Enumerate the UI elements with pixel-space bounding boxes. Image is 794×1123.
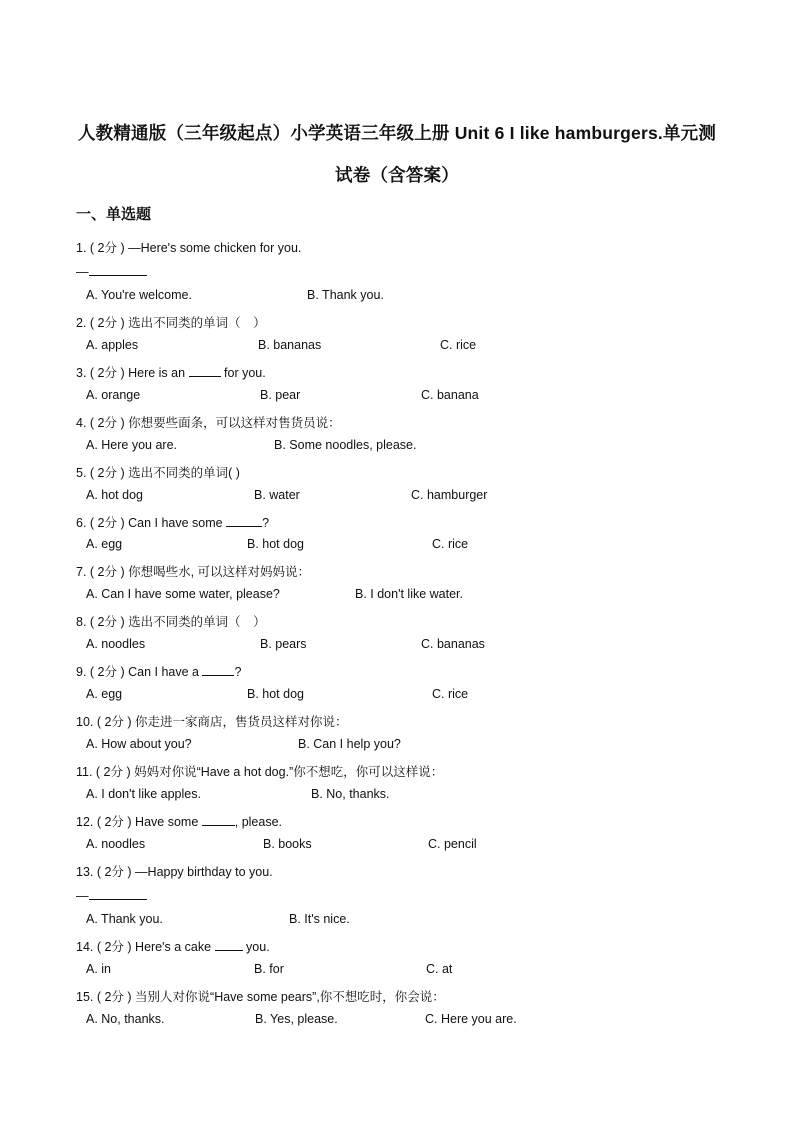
answer-blank[interactable] [226,514,262,527]
document-title-line-1: 人教精通版（三年级起点）小学英语三年级上册 Unit 6 I like hamburgers.单元测 [77,123,717,143]
question-11-option-a[interactable]: A. I don't like apples. [86,787,201,801]
question-7-option-a[interactable]: A. Can I have some water, please? [86,587,280,601]
question-6-option-b[interactable]: B. hot dog [247,537,304,551]
question-4-option-a[interactable]: A. Here you are. [86,438,178,452]
question-9-option-c[interactable]: C. rice [432,687,469,701]
question-12-text-end: , please. [234,815,283,829]
question-15-option-c[interactable]: C. Here you are. [425,1012,517,1026]
question-5-option-b[interactable]: B. water [254,488,300,502]
question-15-option-b[interactable]: B. Yes, please. [255,1012,338,1026]
question-14-option-b[interactable]: B. for [254,962,284,976]
question-11: 11. ( 2分 ) 妈妈对你说“Have a hot dog.”你不想吃，你可以这样说： [76,765,444,779]
question-1 [76,238,301,256]
question-6-text-end: ? [262,516,270,530]
question-14-option-a[interactable]: A. in [86,962,112,976]
question-4-option-b[interactable]: B. Some noodles, please. [274,438,417,452]
question-6 [76,513,269,531]
question-7: 7. ( 2分 ) 你想喝些水, 可以这样对妈妈说： [76,565,311,579]
question-3-text: 3. ( 2分 ) Here is an [76,366,189,380]
question-8-option-c[interactable]: C. bananas [421,637,485,651]
question-12-text: 12. ( 2分 ) Have some [76,815,202,829]
question-1-option-a[interactable]: A. You're welcome. [86,288,192,302]
question-14 [76,937,270,955]
answer-blank[interactable] [202,663,234,676]
question-1-text: 1. ( 2分 ) —Here's some chicken for you. [76,241,302,255]
question-10-option-a[interactable]: A. How about you? [86,737,192,751]
question-12 [76,812,282,830]
question-12-option-b[interactable]: B. books [263,837,312,851]
question-13-answer-line[interactable] [76,887,147,903]
question-2-option-b[interactable]: B. bananas [258,338,322,352]
question-14-text-end: you. [242,940,270,954]
answer-blank[interactable] [202,813,235,826]
question-13: 13. ( 2分 ) —Happy birthday to you. [76,865,273,879]
answer-dash: — [76,889,89,903]
question-3-option-b[interactable]: B. pear [260,388,301,402]
question-11-option-b[interactable]: B. No, thanks. [311,787,390,801]
question-15: 15. ( 2分 ) 当别人对你说“Have some pears”,你不想吃时，你会说： [76,990,445,1004]
question-6-text: 6. ( 2分 ) Can I have some [76,516,227,530]
question-6-option-c[interactable]: C. rice [432,537,469,551]
question-15-option-a[interactable]: A. No, thanks. [86,1012,165,1026]
question-9 [76,662,241,680]
question-3-option-c[interactable]: C. banana [421,388,479,402]
question-4: 4. ( 2分 ) 你想要些面条，可以这样对售货员说： [76,416,341,430]
question-5: 5. ( 2分 ) 选出不同类的单词( ) [76,466,240,480]
question-2-option-c[interactable]: C. rice [440,338,477,352]
question-14-option-c[interactable]: C. at [426,962,453,976]
question-8: 8. ( 2分 ) 选出不同类的单词（ ） [76,615,266,629]
question-3-text-end: for you. [220,366,266,380]
question-8-option-b[interactable]: B. pears [260,637,307,651]
answer-blank[interactable] [215,938,243,951]
question-1-option-b[interactable]: B. Thank you. [307,288,384,302]
question-13-option-a[interactable]: A. Thank you. [86,912,163,926]
question-13-option-b[interactable]: B. It's nice. [289,912,350,926]
document-title-line-2: 试卷（含答案） [335,165,459,185]
question-9-text: 9. ( 2分 ) Can I have a [76,665,203,679]
question-14-text: 14. ( 2分 ) Here's a cake [76,940,215,954]
section-heading: 一、单选题 [76,206,152,223]
answer-dash: — [76,265,89,279]
question-12-option-a[interactable]: A. noodles [86,837,146,851]
question-5-option-c[interactable]: C. hamburger [411,488,488,502]
question-3-option-a[interactable]: A. orange [86,388,141,402]
question-9-option-a[interactable]: A. egg [86,687,123,701]
answer-blank[interactable] [189,364,221,377]
question-12-option-c[interactable]: C. pencil [428,837,477,851]
question-2-option-a[interactable]: A. apples [86,338,139,352]
question-3 [76,363,266,381]
question-9-text-end: ? [234,665,242,679]
question-5-option-a[interactable]: A. hot dog [86,488,143,502]
question-7-option-b[interactable]: B. I don't like water. [355,587,463,601]
question-1-answer-line[interactable] [76,263,147,279]
answer-blank[interactable] [89,887,147,900]
question-8-option-a[interactable]: A. noodles [86,637,146,651]
question-10: 10. ( 2分 ) 你走进一家商店，售货员这样对你说： [76,715,348,729]
question-10-option-b[interactable]: B. Can I help you? [298,737,401,751]
question-9-option-b[interactable]: B. hot dog [247,687,304,701]
question-2: 2. ( 2分 ) 选出不同类的单词（ ） [76,316,266,330]
question-6-option-a[interactable]: A. egg [86,537,123,551]
answer-blank[interactable] [89,263,147,276]
